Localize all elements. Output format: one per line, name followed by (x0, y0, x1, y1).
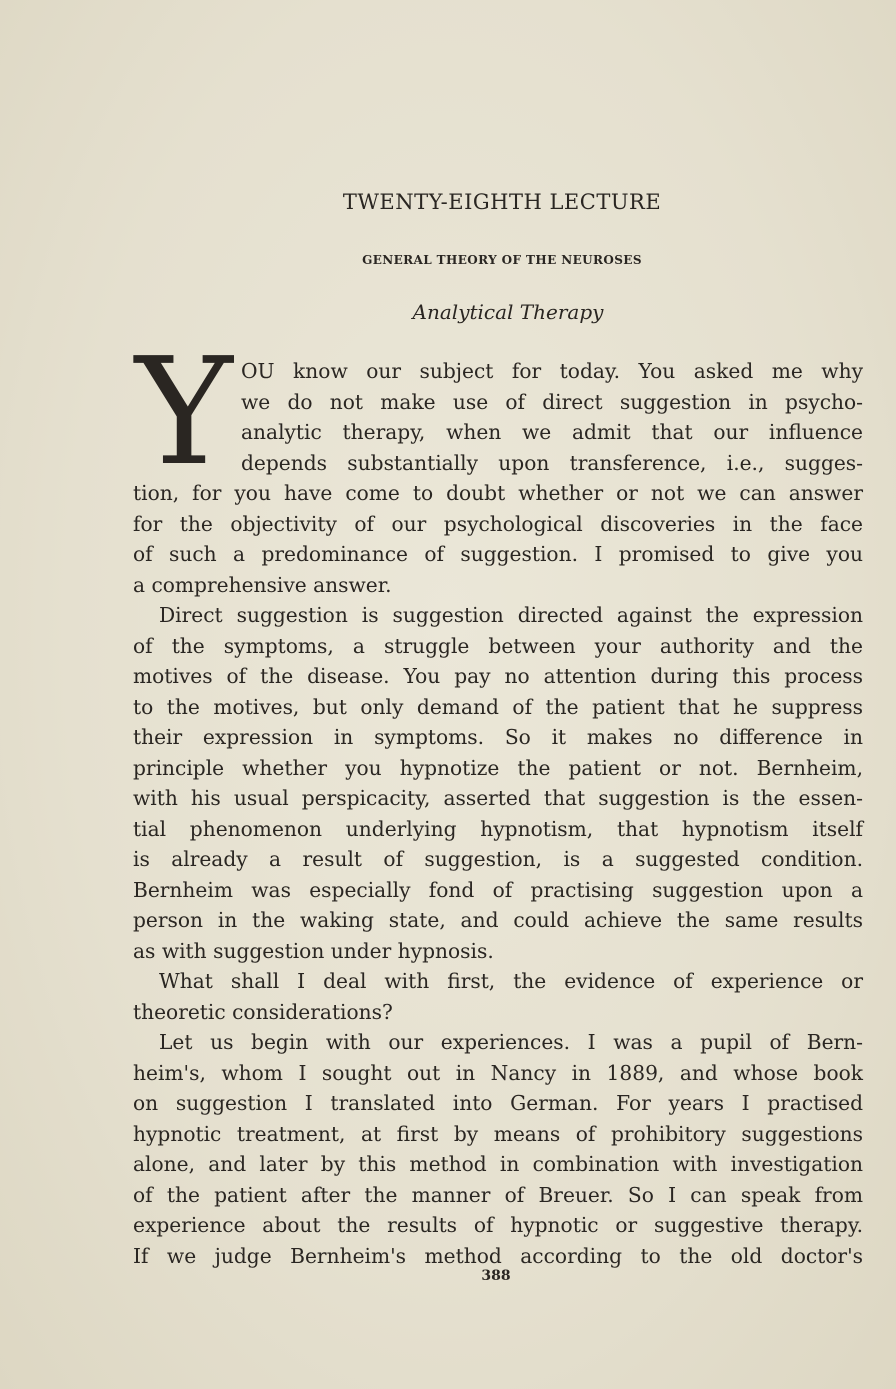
text-line: we do not make use of direct suggestion in psycho- (241, 389, 863, 414)
text-line: as with suggestion under hypnosis. (133, 938, 494, 963)
text-line: OU know our subject for today. You asked me why (241, 359, 863, 383)
paragraph-4 (133, 1027, 863, 1271)
text-line: of the symptoms, a struggle between your authority and the (133, 633, 863, 658)
page-number: 388 (481, 1268, 511, 1284)
text-line: alone, and later by this method in combination with investigation (133, 1152, 863, 1176)
text-line: principle whether you hypnotize the patient or not. Bernheim, (133, 755, 863, 780)
text-line: of such a predominance of suggestion. I promised to give you (133, 542, 863, 566)
text-line: depends substantially upon transference, i.e., sugges- (241, 450, 863, 475)
text-line: their expression in symptoms. So it makes no difference in (133, 725, 863, 749)
text-line: Let us begin with our experiences. I was a pupil of Bern- (159, 1030, 863, 1054)
text-line: analytic therapy, when we admit that our influence (241, 420, 863, 444)
drop-cap: Y (135, 326, 233, 498)
paragraph-3 (133, 966, 863, 1027)
text-line: tial phenomenon underlying hypnotism, that hypnotism itself (133, 816, 863, 841)
text-line: with his usual perspicacity, asserted that suggestion is the essen- (133, 786, 863, 810)
lecture-title: TWENTY-EIGHTH LECTURE (342, 190, 662, 214)
text-line: heim's, whom I sought out in Nancy in 1889, and whose book (133, 1060, 863, 1085)
text-line: If we judge Bernheim's method according to the old doctor's (133, 1243, 863, 1268)
text-line: Bernheim was especially fond of practising suggestion upon a (133, 877, 863, 902)
paragraph-2 (133, 600, 863, 966)
text-line: Direct suggestion is suggestion directed against the expression (159, 603, 863, 627)
paragraph-1 (133, 356, 863, 600)
text-line: experience about the results of hypnotic or suggestive therapy. (133, 1213, 863, 1237)
chapter-title: Analytical Therapy (412, 300, 604, 324)
text-line: to the motives, but only demand of the patient that he suppress (133, 694, 863, 719)
text-line: person in the waking state, and could achieve the same results (133, 908, 863, 932)
text-line: motives of the disease. You pay no attention during this process (133, 664, 863, 688)
text-line: is already a result of suggestion, is a suggested condition. (133, 847, 863, 871)
part-title: GENERAL THEORY OF THE NEUROSES (362, 253, 642, 267)
text-line: on suggestion I translated into German. For years I practised (133, 1091, 863, 1115)
text-line: for the objectivity of our psychological discoveries in the face (133, 511, 863, 536)
text-line: What shall I deal with first, the evidence of experience or (159, 969, 863, 993)
body-text (133, 356, 863, 1271)
text-line: tion, for you have come to doubt whether or not we can answer (133, 481, 863, 505)
text-line: theoretic considerations? (133, 999, 393, 1024)
text-line: hypnotic treatment, at first by means of prohibitory suggestions (133, 1121, 863, 1146)
text-line: a comprehensive answer. (133, 572, 392, 597)
text-line: of the patient after the manner of Breuer. So I can speak from (133, 1182, 863, 1207)
